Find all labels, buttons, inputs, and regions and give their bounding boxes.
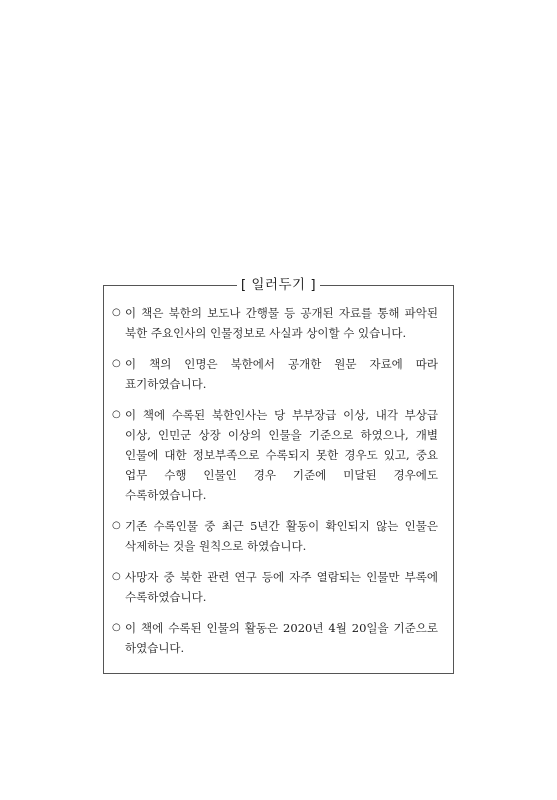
bullet-circle-icon: ○ [112,622,121,633]
bullet-circle-icon: ○ [112,571,121,582]
bullet-circle-icon: ○ [112,307,121,318]
note-item [112,567,438,607]
bullet-circle-icon: ○ [112,409,121,420]
note-text: 기존 수록인물 중 최근 5년간 활동이 확인되지 않는 인물은 삭제하는 것을 원칙으로 하였습니다. [125,519,438,553]
notes-title: [ 일러두기 ] [237,277,320,293]
note-text: 이 책은 북한의 보도나 간행물 등 공개된 자료를 통해 파악된 북한 주요인사의 인물정보로 사실과 상이할 수 있습니다. [125,306,438,340]
note-text: 이 책에 수록된 인물의 활동은 2020년 4월 20일을 기준으로 하였습니다. [125,621,438,655]
note-text: 이 책의 인명은 북한에서 공개한 원문 자료에 따라 표기하였습니다. [125,357,438,391]
bullet-circle-icon: ○ [112,358,121,369]
bullet-circle-icon: ○ [112,520,121,531]
note-item [112,516,438,556]
note-item [112,405,438,505]
notes-list [112,303,438,669]
note-item [112,303,438,343]
note-item [112,354,438,394]
note-item [112,618,438,658]
notes-title-row [0,276,557,294]
note-text: 이 책에 수록된 북한인사는 당 부부장급 이상, 내각 부상급 이상, 인민군 상장 이상의 인물을 기준으로 하였으나, 개별 인물에 대한 정보부족으로 수록되지 못한 경우도 있고, 중요 업무 수행 인물인 경우 기준에 미달된 경우에도 수록하였습니다. [125,408,438,502]
note-text: 사망자 중 북한 관련 연구 등에 자주 열람되는 인물만 부록에 수록하였습니다. [125,570,438,604]
